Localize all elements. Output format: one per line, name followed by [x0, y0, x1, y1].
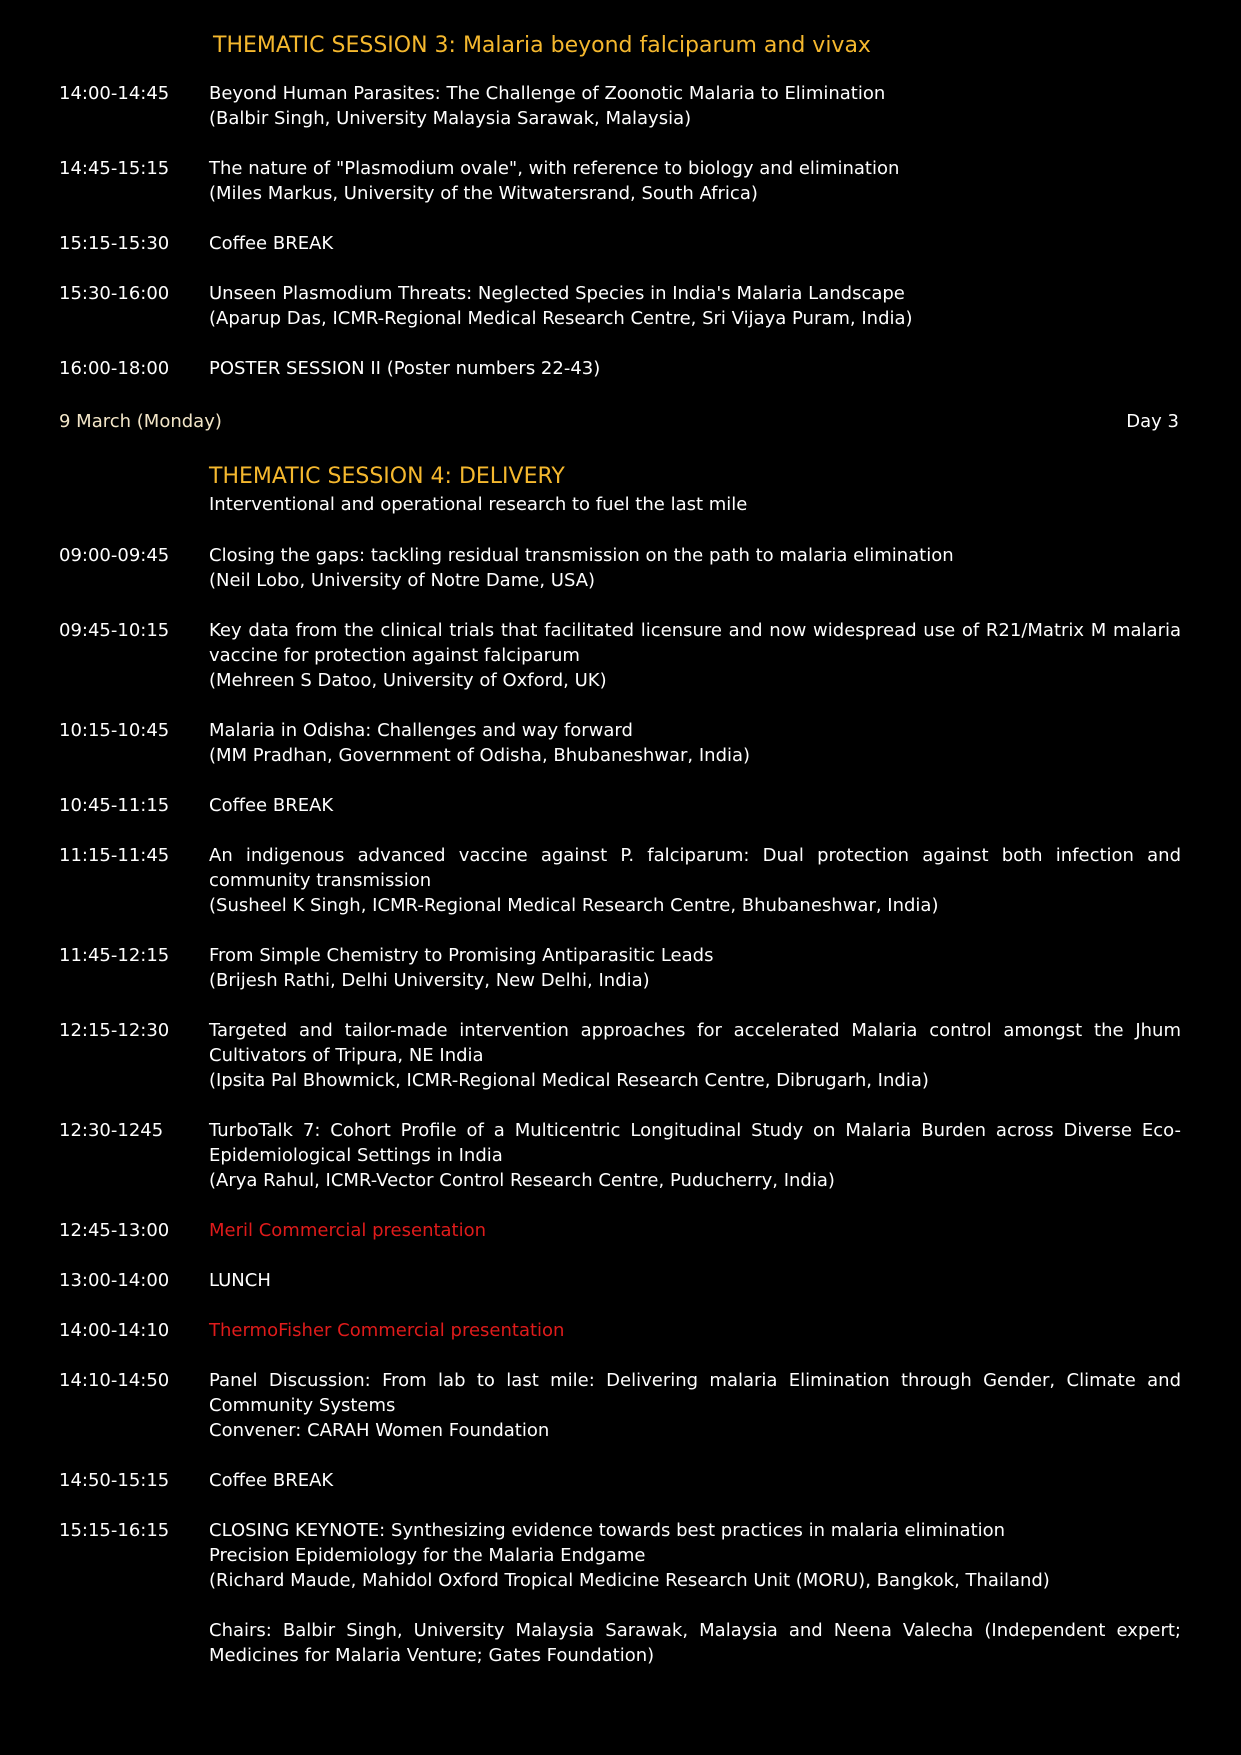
item-content	[209, 1368, 1181, 1443]
item-content	[209, 1018, 1181, 1093]
item-title: Beyond Human Parasites: The Challenge of Zoonotic Malaria to Elimination	[209, 83, 886, 104]
time-slot: 14:00-14:45	[59, 83, 170, 104]
time-slot: 10:15-10:45	[59, 720, 170, 741]
time-slot: 15:15-15:30	[59, 233, 170, 254]
item-speaker: (Susheel K Singh, ICMR-Regional Medical Research Centre, Bhubaneshwar, India)	[209, 895, 939, 916]
time-slot: 13:00-14:00	[59, 1270, 170, 1291]
item-title: Unseen Plasmodium Threats: Neglected Species in India's Malaria Landscape	[209, 283, 905, 304]
item-content	[209, 81, 1181, 131]
item-speaker: (Arya Rahul, ICMR-Vector Control Research Centre, Puducherry, India)	[209, 1170, 835, 1191]
day-header	[59, 409, 1179, 434]
item-title: POSTER SESSION II (Poster numbers 22-43)	[209, 358, 601, 379]
item-content	[209, 1468, 1181, 1493]
item-title: Key data from the clinical trials that facilitated licensure and now widespread use of R21/Matrix M malaria vaccine for protection against falciparum	[209, 620, 1181, 666]
item-title: Panel Discussion: From lab to last mile: Delivering malaria Elimination through Gender, Climate and Community Systems	[209, 1370, 1181, 1416]
item-speaker: (Balbir Singh, University Malaysia Sarawak, Malaysia)	[209, 108, 692, 129]
item-content	[209, 1518, 1181, 1593]
item-content	[209, 618, 1181, 693]
item-title: Targeted and tailor-made intervention approaches for accelerated Malaria control amongst the Jhum Cultivators of Tripura, NE India	[209, 1020, 1181, 1066]
item-content	[209, 281, 1181, 331]
item-title: Closing the gaps: tackling residual transmission on the path to malaria elimination	[209, 545, 954, 566]
item-title: TurboTalk 7: Cohort Profile of a Multicentric Longitudinal Study on Malaria Burden across Diverse Eco-Epidemiological Settings in India	[209, 1120, 1181, 1166]
item-speaker: (Mehreen S Datoo, University of Oxford, UK)	[209, 670, 607, 691]
item-speaker: (Miles Markus, University of the Witwatersrand, South Africa)	[209, 183, 758, 204]
item-title: An indigenous advanced vaccine against P. falciparum: Dual protection against both infection and community transmission	[209, 845, 1181, 891]
item-content	[209, 793, 1181, 818]
day-number: Day 3	[1126, 411, 1179, 432]
item-content	[209, 356, 1181, 381]
sponsor-presentation: ThermoFisher Commercial presentation	[209, 1320, 565, 1341]
time-slot: 12:30-1245	[59, 1120, 164, 1141]
item-content	[209, 843, 1181, 918]
item-subtitle: Precision Epidemiology for the Malaria Endgame	[209, 1545, 646, 1566]
time-slot: 14:50-15:15	[59, 1470, 170, 1491]
time-slot: 11:15-11:45	[59, 845, 170, 866]
item-speaker: (Richard Maude, Mahidol Oxford Tropical Medicine Research Unit (MORU), Bangkok, Thailand)	[209, 1570, 1050, 1591]
time-slot: 12:15-12:30	[59, 1020, 170, 1041]
item-content	[209, 1218, 1181, 1243]
item-content	[209, 1118, 1181, 1193]
time-slot: 14:00-14:10	[59, 1320, 170, 1341]
time-slot: 11:45-12:15	[59, 945, 170, 966]
item-speaker: (MM Pradhan, Government of Odisha, Bhubaneshwar, India)	[209, 745, 751, 766]
item-content	[209, 231, 1181, 256]
session-3-title: THEMATIC SESSION 3: Malaria beyond falciparum and vivax	[213, 33, 871, 58]
item-title: LUNCH	[209, 1270, 271, 1291]
sponsor-presentation: Meril Commercial presentation	[209, 1220, 487, 1241]
item-title: Coffee BREAK	[209, 1470, 334, 1491]
session-4-title: THEMATIC SESSION 4: DELIVERY	[209, 464, 565, 489]
time-slot: 09:45-10:15	[59, 620, 170, 641]
item-speaker: (Neil Lobo, University of Notre Dame, USA)	[209, 570, 596, 591]
session-chairs: Chairs: Balbir Singh, University Malaysia Sarawak, Malaysia and Neena Valecha (Independent expert; Medicines for Malaria Venture; Gates Foundation)	[209, 1620, 1181, 1666]
time-slot: 14:45-15:15	[59, 158, 170, 179]
time-slot: 10:45-11:15	[59, 795, 170, 816]
item-speaker: (Brijesh Rathi, Delhi University, New Delhi, India)	[209, 970, 650, 991]
item-title: Coffee BREAK	[209, 233, 334, 254]
item-content	[209, 943, 1181, 993]
item-convener: Convener: CARAH Women Foundation	[209, 1420, 550, 1441]
item-title: CLOSING KEYNOTE: Synthesizing evidence towards best practices in malaria elimination	[209, 1520, 1006, 1541]
time-slot: 09:00-09:45	[59, 545, 170, 566]
session-4-subtitle: Interventional and operational research to fuel the last mile	[209, 494, 748, 515]
item-content	[209, 156, 1181, 206]
item-content	[209, 1318, 1181, 1343]
item-content	[209, 543, 1181, 593]
time-slot: 12:45-13:00	[59, 1220, 170, 1241]
time-slot: 15:30-16:00	[59, 283, 170, 304]
day-date: 9 March (Monday)	[59, 411, 222, 432]
time-slot: 14:10-14:50	[59, 1370, 170, 1391]
item-title: From Simple Chemistry to Promising Antiparasitic Leads	[209, 945, 714, 966]
item-content	[209, 718, 1181, 768]
item-speaker: (Ipsita Pal Bhowmick, ICMR-Regional Medical Research Centre, Dibrugarh, India)	[209, 1070, 929, 1091]
item-title: Malaria in Odisha: Challenges and way forward	[209, 720, 633, 741]
item-title: Coffee BREAK	[209, 795, 334, 816]
item-content	[209, 1268, 1181, 1293]
item-title: The nature of "Plasmodium ovale", with reference to biology and elimination	[209, 158, 900, 179]
time-slot: 15:15-16:15	[59, 1520, 170, 1541]
time-slot: 16:00-18:00	[59, 358, 170, 379]
item-speaker: (Aparup Das, ICMR-Regional Medical Research Centre, Sri Vijaya Puram, India)	[209, 308, 913, 329]
